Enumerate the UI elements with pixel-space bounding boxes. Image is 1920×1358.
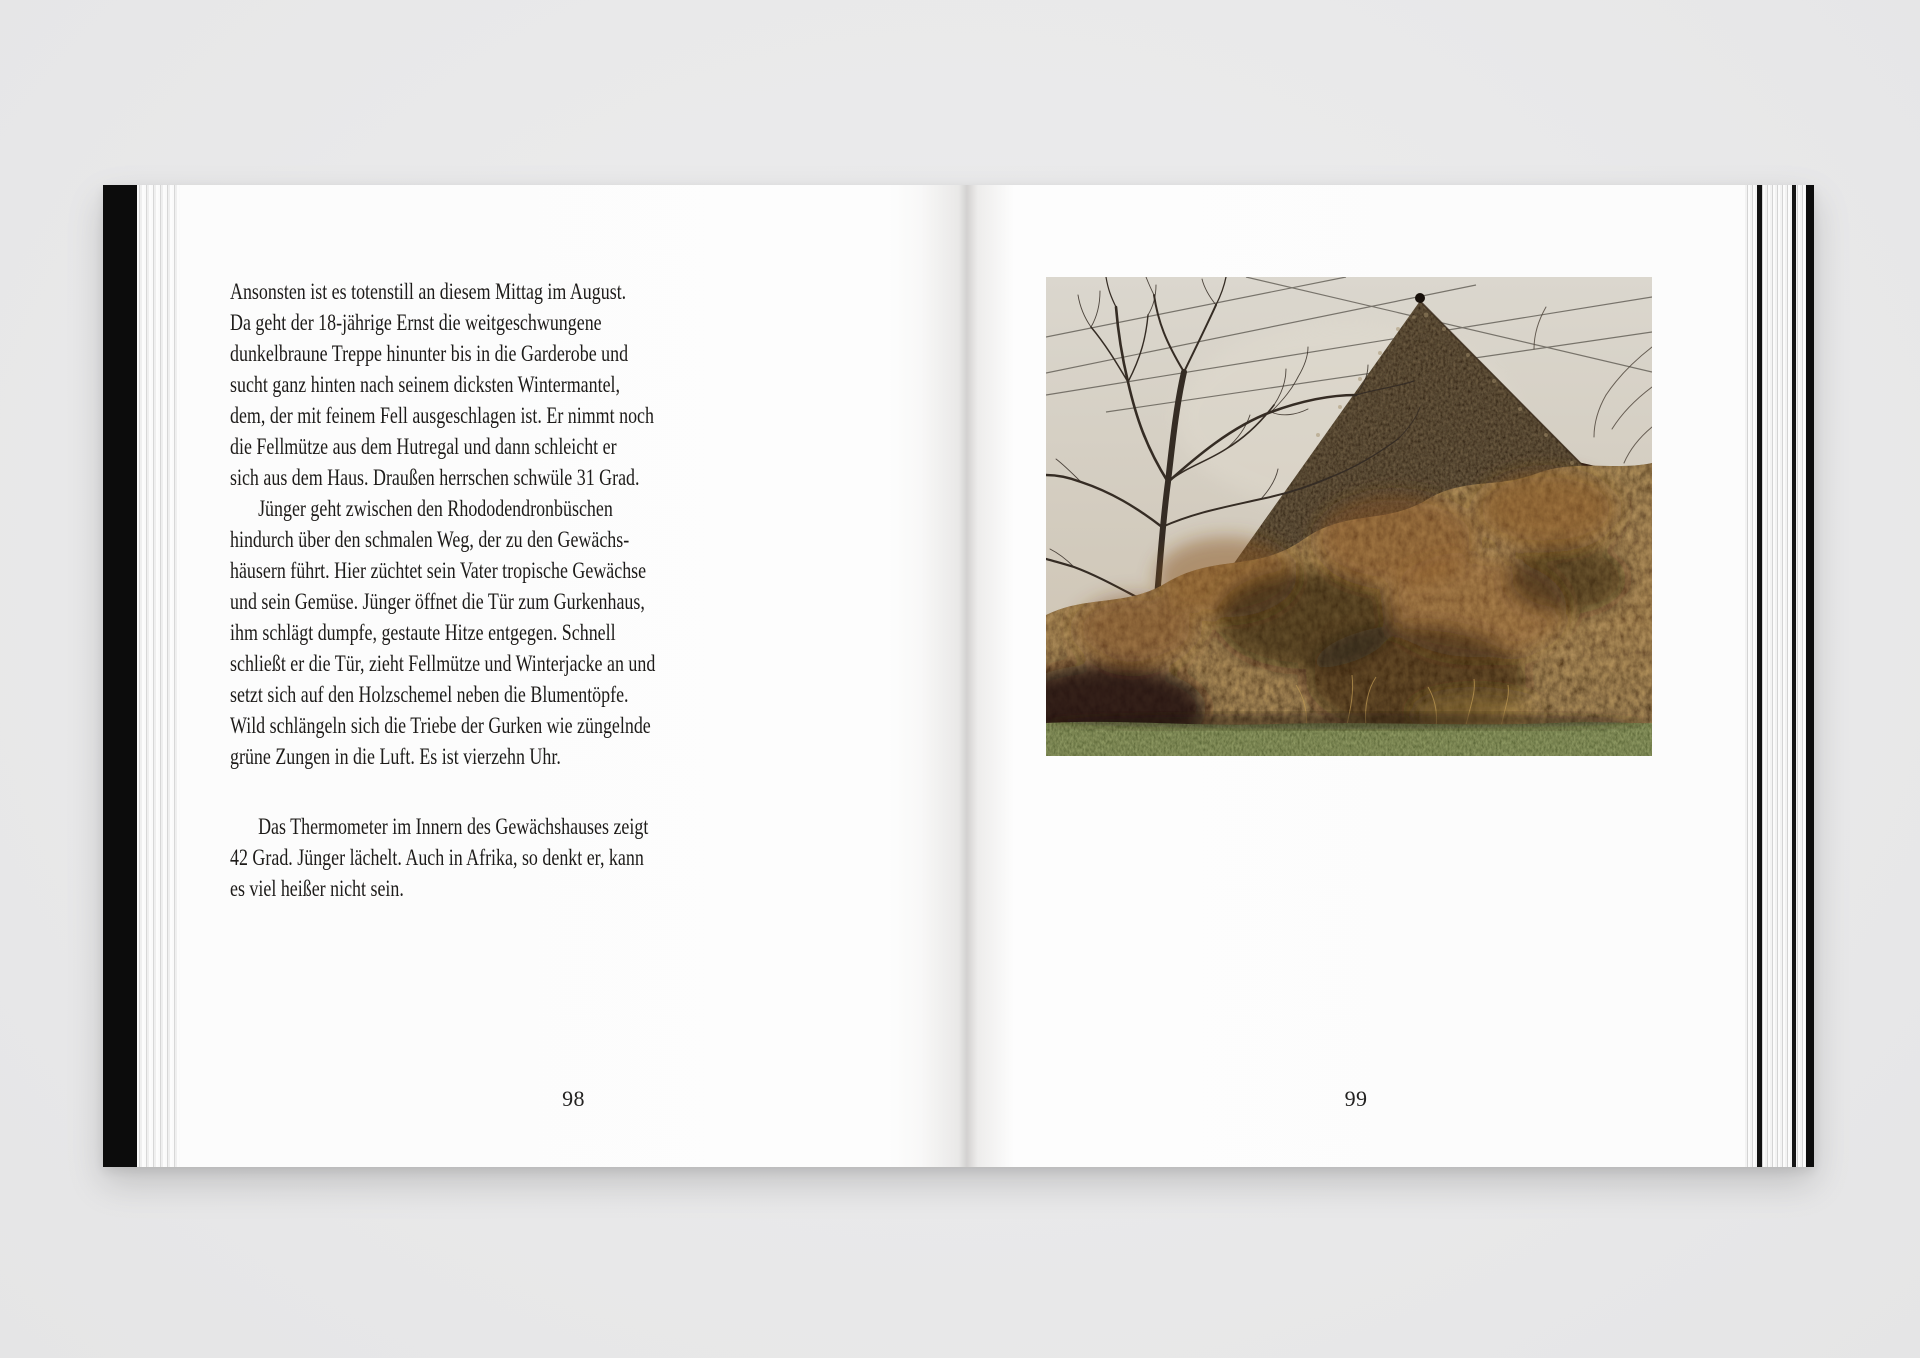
grass-strip xyxy=(1046,713,1652,756)
text-line: und sein Gemüse. Jünger öffnet die Tür zum Gurkenhaus, xyxy=(230,589,645,614)
text-line: schließt er die Tür, zieht Fellmütze und Winterjacke an und xyxy=(230,651,656,676)
page-number-left: 98 xyxy=(562,1086,585,1111)
text-line: 42 Grad. Jünger lächelt. Auch in Afrika, so denkt er, kann xyxy=(230,845,644,870)
text-line: Wild schlängeln sich die Triebe der Gurken wie züngelnde xyxy=(230,713,651,738)
paragraph xyxy=(230,493,656,772)
paragraph xyxy=(230,276,654,493)
text-line: sucht ganz hinten nach seinem dicksten Wintermantel, xyxy=(230,372,621,397)
text-line: setzt sich auf den Holzschemel neben die Blumentöpfe. xyxy=(230,682,629,707)
text-line: Da geht der 18-jährige Ernst die weitgeschwungene xyxy=(230,310,602,335)
text-line: dunkelbraune Treppe hinunter bis in die Garderobe und xyxy=(230,341,629,366)
page-stack-edge-right xyxy=(1745,185,1806,1167)
page-stack-edge-left xyxy=(137,185,180,1167)
book-cover-left-edge xyxy=(103,185,137,1167)
text-line: grüne Zungen in die Luft. Es ist vierzehn Uhr. xyxy=(230,744,561,769)
text-line: hindurch über den schmalen Weg, der zu den Gewächs- xyxy=(230,527,630,552)
endpaper-black-line-inner xyxy=(1757,185,1762,1167)
page-number-right: 99 xyxy=(1344,1086,1368,1111)
text-line: ihm schlägt dumpfe, gestaute Hitze entgegen. Schnell xyxy=(230,620,616,645)
body-text xyxy=(230,276,656,904)
text-line: dem, der mit feinem Fell ausgeschlagen ist. Er nimmt noch xyxy=(230,403,654,428)
text-line: Jünger geht zwischen den Rhododendronbüschen xyxy=(258,496,613,521)
book-cover-right-edge xyxy=(1806,185,1814,1167)
photo-overgrown-house xyxy=(1046,277,1652,756)
text-line: es viel heißer nicht sein. xyxy=(230,876,404,901)
endpaper-black-line-outer xyxy=(1792,185,1796,1167)
text-line: Ansonsten ist es totenstill an diesem Mittag im August. xyxy=(230,279,627,304)
text-line: sich aus dem Haus. Draußen herrschen schwüle 31 Grad. xyxy=(230,465,640,490)
text-line: die Fellmütze aus dem Hutregal und dann schleicht er xyxy=(230,434,617,459)
text-line: häusern führt. Hier züchtet sein Vater tropische Gewächse xyxy=(230,558,647,583)
text-line: Das Thermometer im Innern des Gewächshauses zeigt xyxy=(258,814,649,839)
paragraph xyxy=(230,811,649,904)
